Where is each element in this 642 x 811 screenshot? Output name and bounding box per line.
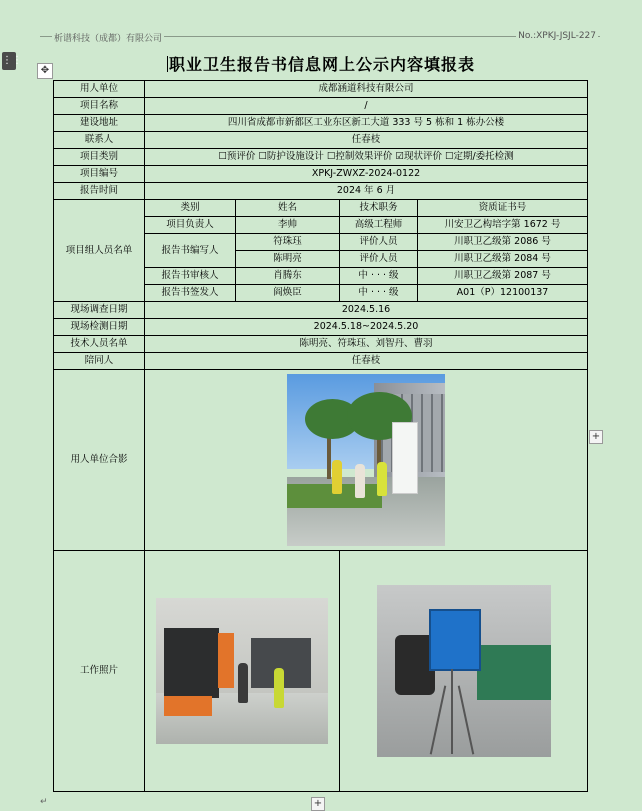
tripod-leg	[451, 669, 453, 754]
team-cert[interactable]: 川安卫乙构培字第 1672 号	[418, 217, 588, 234]
page-title	[0, 52, 642, 75]
team-title[interactable]: 高级工程师	[340, 217, 418, 234]
header-doc-number: No.:XPKJ-JSJL-227	[518, 31, 596, 41]
table-move-icon[interactable]: ✥	[37, 63, 53, 79]
paragraph-mark: ↵	[40, 797, 48, 807]
team-role[interactable]: 报告书编写人	[145, 234, 236, 268]
tech-staff-value[interactable]: 陈明亮、符珠珏、刘智丹、曹羽	[145, 336, 588, 353]
team-cert[interactable]: A01（P）12100137	[418, 285, 588, 302]
project-no-label: 项目编号	[54, 166, 145, 183]
sampling-device	[429, 609, 481, 671]
work-photo-label: 工作照片	[54, 551, 145, 792]
company-sign	[392, 422, 418, 494]
report-time-label: 报告时间	[54, 183, 145, 200]
category-label: 项目类别	[54, 149, 145, 166]
group-photo-cell[interactable]	[145, 370, 588, 551]
tech-staff-label: 技术人员名单	[54, 336, 145, 353]
employer-value[interactable]: 成都涵道科技有限公司	[145, 81, 588, 98]
add-row-icon[interactable]: +	[311, 797, 325, 811]
team-label: 项目组人员名单	[54, 200, 145, 302]
team-header-cert: 资质证书号	[418, 200, 588, 217]
team-name[interactable]: 李帅	[236, 217, 340, 234]
report-time-value[interactable]: 2024 年 6 月	[145, 183, 588, 200]
tool-cart	[164, 696, 212, 716]
cnc-machine	[164, 628, 219, 698]
team-header-role: 类别	[145, 200, 236, 217]
work-photo-cell-1[interactable]	[145, 551, 340, 792]
team-role[interactable]: 报告书审核人	[145, 268, 236, 285]
address-label: 建设地址	[54, 115, 145, 132]
tripod-leg	[429, 686, 446, 755]
team-header-name: 姓名	[236, 200, 340, 217]
info-table	[53, 80, 588, 792]
page-title-text: 职业卫生报告书信息网上公示内容填报表	[168, 55, 475, 74]
tripod-leg	[457, 686, 474, 755]
address-value[interactable]: 四川省成都市新都区工业东区新工大道 333 号 5 栋和 1 栋办公楼	[145, 115, 588, 132]
survey-date-label: 现场调查日期	[54, 302, 145, 319]
team-name[interactable]: 陈明亮	[236, 251, 340, 268]
project-name-value[interactable]: /	[145, 98, 588, 115]
person-figure	[332, 460, 342, 494]
team-title[interactable]: 评价人员	[340, 251, 418, 268]
project-no-value[interactable]: XPKJ-ZWXZ-2024-0122	[145, 166, 588, 183]
team-header-title: 技术职务	[340, 200, 418, 217]
team-title[interactable]: 中 · · · 级	[340, 285, 418, 302]
person-figure	[377, 462, 387, 496]
machine-panel	[218, 633, 234, 688]
project-name-label: 项目名称	[54, 98, 145, 115]
work-photo-2[interactable]	[377, 585, 551, 757]
person-figure	[355, 464, 365, 498]
team-name[interactable]: 肖腾东	[236, 268, 340, 285]
header-company: 析谱科技（成都）有限公司	[52, 31, 164, 44]
team-name[interactable]: 符珠珏	[236, 234, 340, 251]
escort-value[interactable]: 任春枝	[145, 353, 588, 370]
work-photo-cell-2[interactable]	[340, 551, 588, 792]
contact-label: 联系人	[54, 132, 145, 149]
add-column-icon[interactable]: +	[589, 430, 603, 444]
test-date-value[interactable]: 2024.5.18~2024.5.20	[145, 319, 588, 336]
test-date-label: 现场检测日期	[54, 319, 145, 336]
team-cert[interactable]: 川职卫乙级第 2087 号	[418, 268, 588, 285]
category-checkboxes[interactable]: ☐预评价 ☐防护设施设计 ☐控制效果评价 ☑现状评价 ☐定期/委托检测	[145, 149, 588, 166]
team-cert[interactable]: 川职卫乙级第 2084 号	[418, 251, 588, 268]
group-photo-label: 用人单位合影	[54, 370, 145, 551]
drag-grip-icon[interactable]: ⋮⋮	[2, 52, 16, 70]
person-figure	[238, 663, 248, 703]
person-figure	[274, 668, 284, 708]
team-role[interactable]: 报告书签发人	[145, 285, 236, 302]
survey-date-value[interactable]: 2024.5.16	[145, 302, 588, 319]
team-cert[interactable]: 川职卫乙级第 2086 号	[418, 234, 588, 251]
work-photo-1[interactable]	[156, 598, 328, 744]
team-name[interactable]: 阎焕臣	[236, 285, 340, 302]
team-title[interactable]: 中 · · · 级	[340, 268, 418, 285]
group-photo[interactable]	[287, 374, 445, 546]
team-role[interactable]: 项目负责人	[145, 217, 236, 234]
text-cursor	[167, 56, 168, 72]
workbench	[477, 645, 551, 700]
employer-label: 用人单位	[54, 81, 145, 98]
escort-label: 陪同人	[54, 353, 145, 370]
contact-value[interactable]: 任春枝	[145, 132, 588, 149]
team-title[interactable]: 评价人员	[340, 234, 418, 251]
